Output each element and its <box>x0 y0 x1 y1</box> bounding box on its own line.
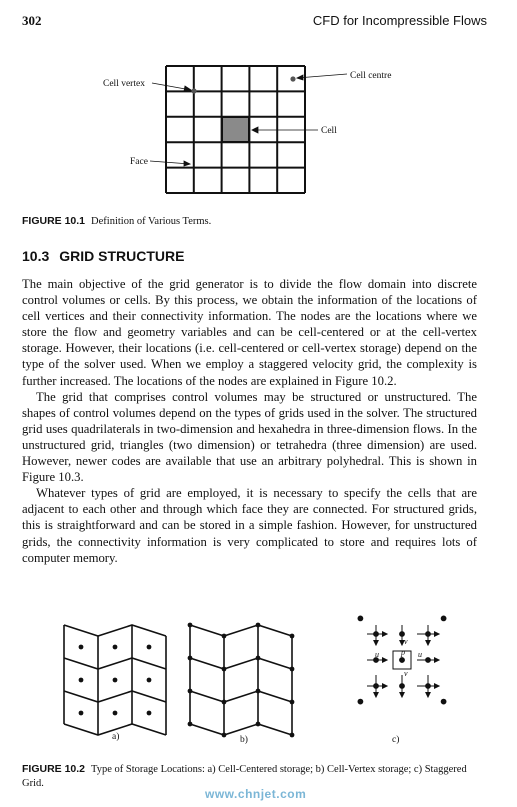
arrow-head <box>382 632 387 636</box>
vertex-node <box>290 700 295 705</box>
cell-center-node <box>147 711 152 716</box>
pressure-node <box>400 684 405 689</box>
pressure-node <box>374 684 379 689</box>
paragraph: The main objective of the grid generator is to divide the flow domain into discrete control volumes or cells. By this process, we obtain the information of the locations of cell vertices and their connectivity information. The nodes are the locations where we store the flow and geometry variables and can be cell-centered or at the cell-vertex storage. However, their locations (i.e. cell-centered or cell-vertex storage) depend on the type of the solver used. When we employ a staggered velocity grid, the complexity is further increased. The locations of the nodes are explained in Figure 10.2. <box>22 277 477 388</box>
vertex-node <box>256 722 261 727</box>
grid-line <box>190 724 292 735</box>
pressure-node <box>426 658 431 663</box>
page-number: 302 <box>22 13 42 28</box>
cell-center-node <box>113 711 118 716</box>
vertex-node <box>222 667 227 672</box>
sub-label-c: c) <box>392 735 400 745</box>
label-u-right: u <box>418 650 422 659</box>
pressure-node-center <box>400 658 404 662</box>
caption-label: FIGURE 10.1 <box>22 215 86 227</box>
figure-10-1 <box>0 0 517 210</box>
sub-label-a: a) <box>112 732 120 742</box>
label-v-bottom: v <box>404 669 408 678</box>
arrow-head <box>382 684 387 688</box>
grid-line <box>64 625 166 636</box>
vertex-node <box>222 634 227 639</box>
cell-center-node <box>113 678 118 683</box>
cell-vertex-grid <box>190 625 292 735</box>
vertex-node <box>290 667 295 672</box>
arrow-head <box>434 632 439 636</box>
label-v-top: v <box>404 637 408 646</box>
grid-line <box>190 658 292 669</box>
vertex-node <box>256 623 261 628</box>
staggered-grid <box>358 616 446 704</box>
arrow-head <box>382 658 387 662</box>
label-cell-centre: Cell centre <box>350 71 392 81</box>
grid-line <box>190 691 292 702</box>
vertex-node <box>256 689 261 694</box>
label-u-left: u <box>375 650 379 659</box>
pressure-node <box>426 684 431 689</box>
vertex-node <box>256 656 261 661</box>
running-title: CFD for Incompressible Flows <box>312 13 487 28</box>
sub-label-b: b) <box>240 735 248 745</box>
corner-node <box>358 699 363 704</box>
cell-center-node <box>147 678 152 683</box>
arrow-head <box>426 692 430 697</box>
caption-text: Definition of Various Terms. <box>91 216 212 227</box>
section-number: 10.3 <box>22 248 50 264</box>
vertex-node <box>188 689 193 694</box>
figure-10-2 <box>0 615 517 745</box>
label-cell-vertex: Cell vertex <box>103 79 145 89</box>
grid-line <box>190 625 292 636</box>
cell-center-node <box>79 678 84 683</box>
vertex-node <box>290 733 295 738</box>
cell-vertex-dot <box>191 88 196 93</box>
vertex-node <box>188 722 193 727</box>
corner-node <box>441 699 446 704</box>
arrow-head <box>374 692 378 697</box>
arrow-head <box>374 640 378 645</box>
highlighted-cell <box>222 117 249 142</box>
arrow-head <box>426 640 430 645</box>
section-title: GRID STRUCTURE <box>59 248 185 264</box>
label-p: p <box>401 648 405 657</box>
corner-node <box>358 616 363 621</box>
paragraph: Whatever types of grid are employed, it is necessary to specify the cells that are adjacent to each other and through which face they are connected. For structured grids, this is straightforward and can be stored in a simple fashion. However, for unstructured grids, the connectivity information is very complicated to store and requires lots of computer memory. <box>22 486 477 565</box>
cell-center-node <box>79 645 84 650</box>
cell-centre-dot <box>290 76 295 81</box>
pressure-node <box>400 632 405 637</box>
pressure-node <box>426 632 431 637</box>
paragraph: The grid that comprises control volumes may be structured or unstructured. The shapes of control volumes depend on the types of grids used in the solver. The structured grid uses quadrilaterals in two-dimension and hexahedra in three-dimension flows. In the unstructured grid, triangles (two dimension) or tetrahedra (three dimension) are used. However, newer codes are available that use an arbitrary polyhedral. This is shown in Figure 10.3. <box>22 389 477 485</box>
vertex-node <box>222 733 227 738</box>
watermark: www.chnjet.com <box>205 787 307 801</box>
corner-node <box>441 616 446 621</box>
grid-line <box>64 691 166 702</box>
cell-center-node <box>147 645 152 650</box>
vertex-node <box>188 623 193 628</box>
caption-label: FIGURE 10.2 <box>22 763 86 775</box>
arrow-head <box>434 658 439 662</box>
grid-line <box>64 658 166 669</box>
caption-text: Type of Storage Locations: a) Cell-Centered storage; b) Cell-Vertex storage; c) Staggered Grid. <box>22 764 467 789</box>
arrow-head <box>434 684 439 688</box>
label-face: Face <box>130 157 148 167</box>
body-text <box>22 276 477 566</box>
vertex-node <box>290 634 295 639</box>
figure-10-1-caption <box>22 214 211 229</box>
label-cell: Cell <box>321 126 337 136</box>
vertex-node <box>222 700 227 705</box>
cell-center-node <box>79 711 84 716</box>
cell-center-node <box>113 645 118 650</box>
section-heading <box>22 248 184 264</box>
vertex-node <box>188 656 193 661</box>
arrow-head <box>400 692 404 697</box>
pressure-node <box>374 632 379 637</box>
